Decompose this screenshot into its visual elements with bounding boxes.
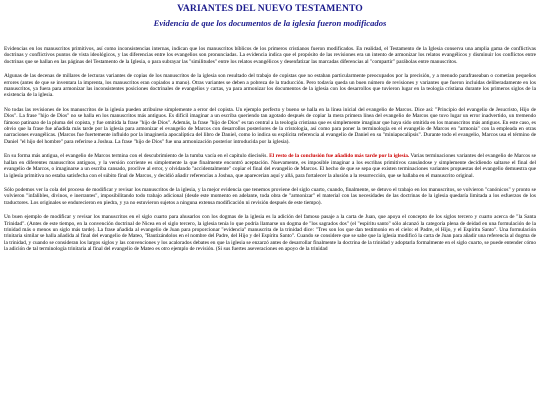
paragraph-4 xyxy=(4,153,536,179)
paragraph-3: No todas las revisiones de los manuscritos de la iglesia pueden atribuirse simplemente a error del copista. Un ejemplo perfecto y bueno se halla en la línea inicial del evangelio de Marcos. Dice así: "Principio del evangelio de Jesucristo, Hijo de Dios". La frase "hijo de Dios" no se halla en los manuscritos más antiguos. Es difícil imaginar a un escriba queriendo tan agotado después de copiar la mera primera línea del evangelio de Marcos que tuvo lugar un error inadvertido, un tremendo fámoso patinazo de la pluma del copista, y fue omitida la frase "hijo de Dios". Además, la frase "hijo de Dios" es tan central a la teología cristiana que es simplemente imaginar que haya sido omitida en los manuscritos más antiguos. En este caso, es obvio que la frase fue añadida más tarde por la iglesia para armonizar el evangelio de Marcos con desarrollos posteriores de la cristología, así como para poner la terminología en el evangelio de Marcos en "armonía" con la empleada en otras narraciones evangélicas. (Marcos fue fuertemente influido por la imaginería apocalíptica del libro de Daniel, como lo indica su explícita referencia al evangelio de Daniel en su "miniapocalipsis". Durante todo el evangelio, Marcos usa el término de Daniel "el hijo del hombre" para referirse a Joshua. La frase "hijo de Dios" fue una armonización posterior introducida por la iglesia). xyxy=(4,106,536,145)
paragraph-4-rest: Varias terminaciones variantes del evangelio de Marcos se hallan en diferentes manuscritos antiguos, y la versión corriente es simplemente la que finalmente encontró aceptación. Nuevamente, es imposible imaginar a los escribas primitivos cansándose y simplemente decidiendo saltarse el final del evangelio de Marcos, o imaginarse a un escriba cansado, proclive al error, y olvidando "accidentalmente" copiar el final del evangelio de Marcos. El hecho de que se sepa que existen terminaciones variantes propuestas del evangelio demuestra que la iglesia primitiva no estaba satisfecha con el súbito final de Marcos, y decidió añadir referencias a Joshua, que aparecerían aquí y allá, para fortalecer la alusión a la resurrección, que se hallaba en el manuscrito original. xyxy=(4,153,537,179)
paragraph-1: Evidencias en los manuscritos primitivos, así como inconsistencias internas, indican que los manuscritos bíblicos de los primeros cristianos fueron modificados. En realidad, el Testamento de la Iglesia conserva una amplia gama de conflictivas doctrinas y conflictivos puntos de vista ideológicos, y las diferencias entre los evangelios son pronunciadas. La evidencia indica que el propósito de las revisiones era un intento de armonizar los relatos evangélicos y disminuir los conflictos entre doctrinas que se hallan en las páginas del Testamento de la Iglesia, o para subrayar las "similitudes" entre los relatos evangélicos y desenfatizar las marcadas diferencias al "compartir" parábolas entre manuscritos. xyxy=(4,46,536,65)
paragraph-5: Sólo podemos ver la cola del proceso de modificar y revisar los manuscritos de la iglesia, y la mejor evidencia que tenemos proviene del siglo cuarto, cuando, finalmente, se detuvo el trabajo en los manuscritos, se volvieron "canónicos" y pronto se volvieron "infalibles, divinos, e inerrantes", imposibilitando todo trabajo adicional (desde este momento en adelante, toda obra de "armonizar" el material con las necesidades de las doctrinas de la iglesia quedaría limitada a los esfuerzos de los traductores. Los originales se endurecieron en piedra, y ya no estuvieron sujetos a ninguna extensa modificación ni revisión después de este tiempo). xyxy=(4,186,536,206)
page-subtitle: Evidencia de que los documentos de la iglesia fueron modificados xyxy=(153,18,387,28)
paragraph-6: Un buen ejemplo de modificar y revisar los manuscritos en el siglo cuarto para ahusarlos con los dogmas de la iglesia es la adición del famoso pasaje a la carta de Juan, que apoya el concepto de los siglos tercero y cuarto acerca de "la Santa Trinidad". (Antes de este tiempo, en la convención doctrinal de Nicea en el siglo tercero, la iglesia tenía lo que podría llamarse un dogma de "los sagrados dos" (el "espíritu santo" sólo alcanzó la categoría plena de deidad en una formulación de la trinidad más o menos un siglo más tarde). La frase añadida al evangelio de Juan para proporcionar "evidencia" manuscrita de la trinidad dice: "Tres son los que dan testimonio en el cielo: el Padre, el Hijo, y el Espíritu Santo". Una formulación trinitaria similar se halla añadida al final del evangelio de Mateo, "Bautizándolos en el nombre del Padre, del Hijo y del Espíritu Santo". Cuando se considere que se sabe que la iglesia modificó la carta de Juan para añadir una referencia al dogma de la trinidad, y cuando se consideran los largos siglos y las convenciones y los acalorados debates en que la iglesia se enzarzó antes de desarrollar finalmente la doctrina de la trinidad y adoptarla formalmente en el siglo cuarto, se puede entender cómo la adición de tal terminología trinitaria al final del evangelio de Mateo es otro ejemplo de revisión. (Si sus fuertes aseveraciones en apoyo de la trinidad xyxy=(4,214,536,253)
page-title: VARIANTES DEL NUEVO TESTAMENTO xyxy=(177,3,363,14)
paragraph-2: Algunas de las decenas de millares de lecturas variantes de copias de los manuscritos de la iglesia son resultado del trabajo de copistas que no estaban particularmente preocupados por la precisión, y a menudo parafraseaban o cometían pequeños errores (antes de que se inventara la imprenta, los manuscritos eran copiados a mano). Otras variantes se deben a pobreza de la traducción. Pero todavía queda un buen número de revisiones y variantes que fueron incluidas deliberadamente en los manuscritos, ya fuera para armonizar las inconsistentes posiciones doctrinales de evangelios y cartas, ya para armonizar los documentos de la iglesia con los desarrollos que tuvieron lugar en la teología cristiana durante los primeros siglos de la existencia de la iglesia. xyxy=(4,73,536,99)
highlighted-sentence: El resto de la conclusión fue añadido más tarde por la iglesia. xyxy=(269,153,410,160)
paragraph-4-intro: En su forma más antigua, el evangelio de Marcos termina con el descubrimiento de la tumba vacía en el capítulo dieciséis. xyxy=(4,153,270,160)
article-body xyxy=(4,46,536,253)
